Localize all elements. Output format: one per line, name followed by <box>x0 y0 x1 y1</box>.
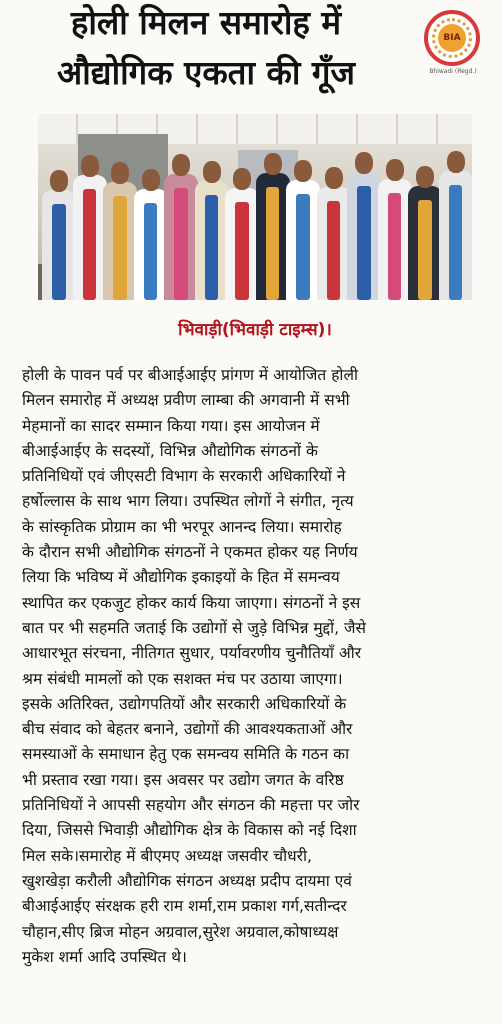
article-line: इसके अतिरिक्त, उद्योगपतियों और सरकारी अधिकारियों के <box>22 694 347 713</box>
article-line: होली के पावन पर्व पर बीआईआईए प्रांगण में आयोजित होली <box>22 366 358 384</box>
photo-person <box>286 160 320 300</box>
article-line: के दौरान सभी औद्योगिक संगठनों ने एकमत होकर यह निर्णय <box>22 543 358 562</box>
article-line: के सांस्कृतिक प्रोग्राम का भी भरपूर आनन्द लिया। समारोह <box>22 517 342 536</box>
logo-subtext: Bhiwadi (Regd.) <box>429 68 477 75</box>
dateline: भिवाड़ी(भिवाड़ी टाइम्स)। <box>178 320 332 340</box>
article-line: बीच संवाद को बेहतर बनाने, उद्योगों की आवश्यकताओं और <box>22 720 353 739</box>
article-line: लिया कि भविष्य में औद्योगिक इकाइयों के हित में समन्वय <box>22 568 340 587</box>
article-line: बीआईआईए के सदस्यों, विभिन्न औद्योगिक संगठनों के <box>22 441 318 460</box>
headline-line-1: होली मिलन समारोह में <box>70 3 342 42</box>
logo-core-text: BIA <box>438 24 466 52</box>
headline-line-2: औद्योगिक एकता की गूँज <box>57 53 355 92</box>
photo-person <box>195 161 229 300</box>
article-line: मिल सके।समारोह में बीएमए अध्यक्ष जसवीर चौधरी, <box>22 846 312 865</box>
article-line: बीआईआईए संरक्षक हरी राम शर्मा,राम प्रकाश गर्ग,सतीन्दर <box>22 897 347 916</box>
article-line: चौहान,सीए ब्रिज मोहन अग्रवाल,सुरेश अग्रवाल,कोषाध्यक्ष <box>22 922 339 941</box>
article-line: स्थापित कर एकजुट होकर कार्य किया जाएगा। संगठनों ने इस <box>22 593 361 612</box>
group-photo <box>38 114 472 300</box>
article-line: मिलन समारोह में अध्यक्ष प्रवीण लाम्बा की अगवानी में सभी <box>22 391 350 410</box>
photo-person <box>164 154 198 300</box>
article-line: बात पर भी सहमति जताई कि उद्योगों से जुड़े विभिन्न मुद्दों, जैसे <box>22 618 367 637</box>
photo-person <box>378 159 412 300</box>
photo-person <box>408 166 442 300</box>
article-line: हर्षोल्लास के साथ भाग लिया। उपस्थित लोगों ने संगीत, नृत्य <box>22 492 354 511</box>
photo-person <box>134 169 168 300</box>
article-line: खुशखेड़ा करौली औद्योगिक संगठन अध्यक्ष प्रदीप दायमा एवं <box>22 871 352 890</box>
photo-person <box>317 167 351 300</box>
article-line: आधारभूत संरचना, नीतिगत सुधार, पर्यावरणीय चुनौतियाँ और <box>22 644 362 663</box>
article-line: प्रतिनिधियों एवं जीएसटी विभाग के सरकारी अधिकारियों ने <box>22 467 346 486</box>
organization-logo <box>418 8 494 84</box>
photo-person <box>256 153 290 300</box>
photo-person <box>73 155 107 300</box>
article-line: समस्याओं के समाधान हेतु एक समन्वय समिति के गठन का <box>22 745 350 764</box>
article-line: श्रम संबंधी मामलों को एक सशक्त मंच पर उठाया जाएगा। <box>22 669 343 688</box>
article-body <box>22 363 494 1023</box>
photo-person <box>42 170 76 300</box>
photo-person <box>347 152 381 300</box>
photo-person <box>225 168 259 300</box>
article-line: मेहमानों का सादर सम्मान किया गया। इस आयोजन में <box>22 416 320 435</box>
photo-person <box>439 151 473 300</box>
article-line: प्रतिनिधियों ने आपसी सहयोग और संगठन की महत्ता पर जोर <box>22 796 360 815</box>
article-line: भी प्रस्ताव रखा गया। इस अवसर पर उद्योग जगत के वरिष्ठ <box>22 770 344 789</box>
photo-person <box>103 162 137 300</box>
article-line: मुकेश शर्मा आदि उपस्थित थे। <box>22 947 187 966</box>
article-line: दिया, जिससे भिवाड़ी औद्योगिक क्षेत्र के विकास को नई दिशा <box>22 821 357 840</box>
